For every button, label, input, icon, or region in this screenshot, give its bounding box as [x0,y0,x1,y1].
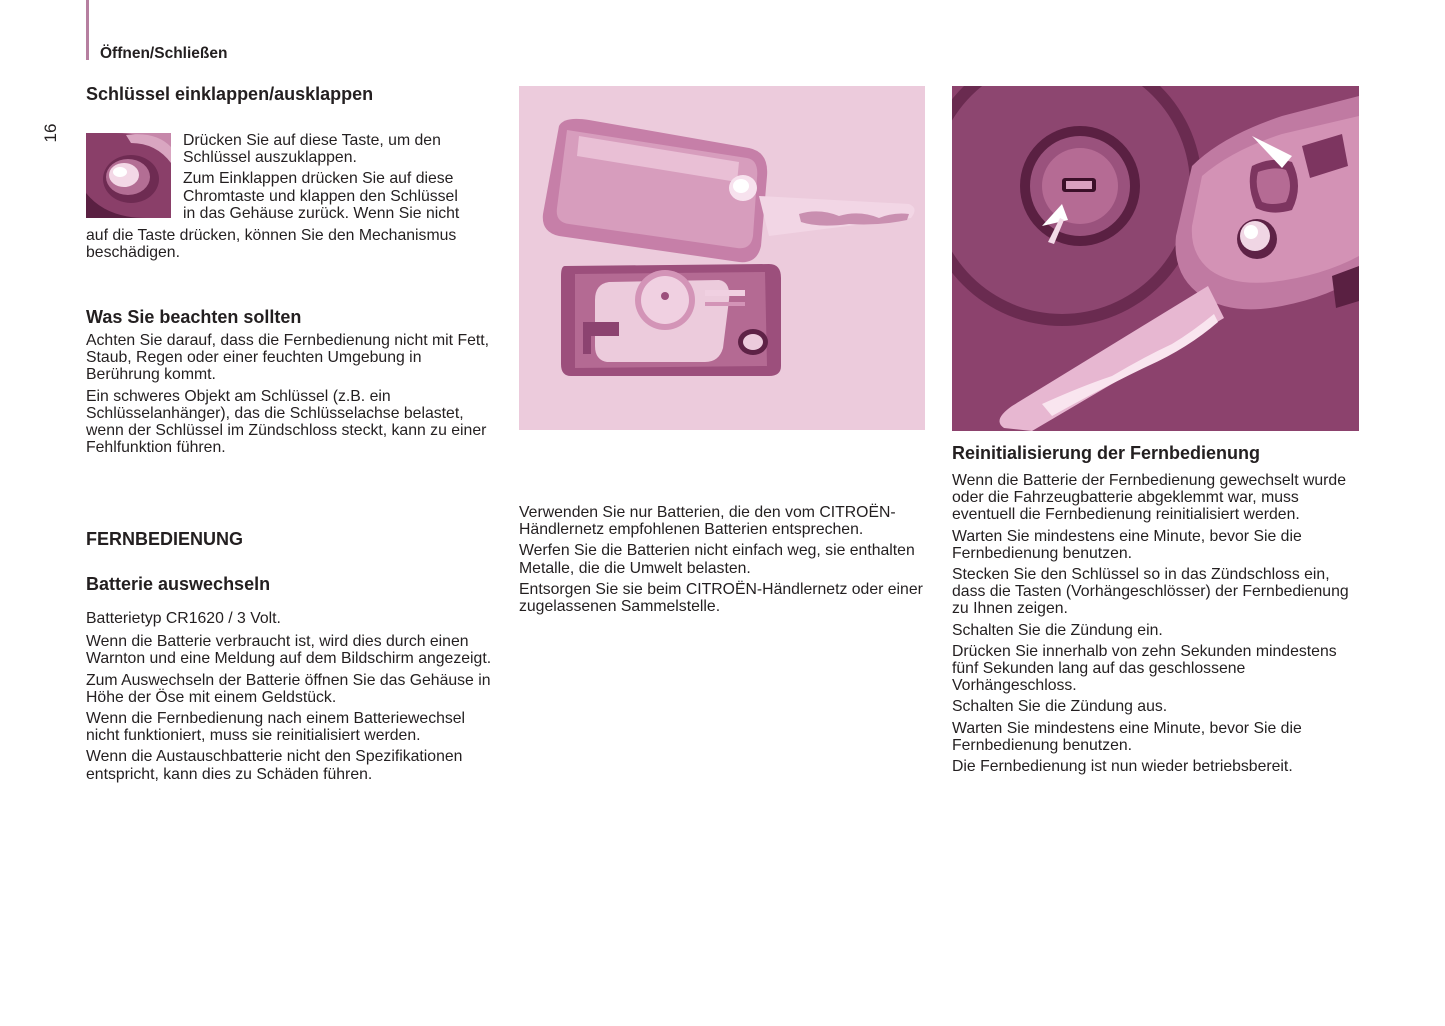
reinit-heading: Reinitialisierung der Fernbedienung [952,443,1261,463]
battery-paragraph: Zum Auswechseln der Batterie öffnen Sie das Gehäuse in Höhe der Öse mit einem Geldstück. [86,671,491,706]
section-title: Öffnen/Schließen [100,45,228,62]
care-paragraph: Achten Sie darauf, dass die Fernbedienung nicht mit Fett, Staub, Regen oder einer feuchten Umgebung in Berührung kommt. [86,332,490,384]
disposal-paragraph: Entsorgen Sie sie beim CITROËN-Händlernetz oder einer zugelassenen Sammelstelle. [519,580,923,616]
key-button-thumbnail [86,133,171,218]
fold-text-beside-image [183,132,503,222]
fold-line: beschädigen. [86,244,180,262]
care-heading: Was Sie beachten sollten [86,307,302,327]
reinit-paragraph: Stecken Sie den Schlüssel so in das Zündschloss ein, dass die Tasten (Vorhängeschlösser) der Fernbedienung zu Ihnen zeigen. [952,566,1349,618]
reinit-paragraph: Warten Sie mindestens eine Minute, bevor Sie die Fernbedienung benutzen. [952,527,1302,562]
disposal-paragraph: Werfen Sie die Batterien nicht einfach weg, sie enthalten Metalle, die die Umwelt belasten. [519,542,915,577]
fold-line: Schlüssel auszuklappen. [183,149,357,167]
reinit-paragraph: Drücken Sie innerhalb von zehn Sekunden mindestens fünf Sekunden lang auf das geschlossene Vorhängeschloss. [952,642,1337,695]
battery-heading: Batterie auswechseln [86,574,271,594]
reinit-paragraph: Die Fernbedienung ist nun wieder betriebsbereit. [952,758,1293,776]
fold-line: Zum Einklappen drücken Sie auf diese [183,170,454,188]
fold-line: Drücken Sie auf diese Taste, um den [183,132,441,149]
fold-heading: Schlüssel einklappen/ausklappen [86,84,374,104]
key-button-illustration [86,133,171,218]
battery-paragraph: Wenn die Batterie verbraucht ist, wird dies durch einen Warnton und eine Meldung auf dem Bildschirm angezeigt. [86,633,492,668]
care-text [86,332,496,460]
care-paragraph: Ein schweres Objekt am Schlüssel (z.B. ein Schlüsselanhänger), das die Schlüsselachse belastet, wenn der Schlüssel im Zündschloss steckt, kann zu einer Fehlfunktion führen. [86,387,487,457]
battery-disposal-text [519,504,929,619]
ignition-key-illustration [952,86,1359,431]
battery-text [86,610,496,787]
page-number: 16 [41,123,60,143]
open-key-housing-drawing [519,86,925,430]
fold-line: Chromtaste und klappen den Schlüssel [183,187,458,205]
remote-heading: FERNBEDIENUNG [86,529,244,549]
battery-paragraph: Wenn die Austauschbatterie nicht den Spezifikationen entspricht, kann dies zu Schäden führen. [86,748,463,783]
key-in-ignition-drawing [952,86,1359,431]
header-accent-rule [86,0,89,60]
reinit-paragraph: Schalten Sie die Zündung aus. [952,698,1168,716]
fold-line: in das Gehäuse zurück. Wenn Sie nicht [183,204,460,222]
battery-paragraph: Wenn die Fernbedienung nach einem Batteriewechsel nicht funktioniert, muss sie reinitialisiert werden. [86,710,466,745]
battery-paragraph: Batterietyp CR1620 / 3 Volt. [86,610,281,627]
reinit-paragraph: Wenn die Batterie der Fernbedienung gewechselt wurde oder die Fahrzeugbatterie abgeklemmt war, muss eventuell die Fernbedienung reinitialisiert werden. [952,472,1346,524]
reinit-paragraph: Warten Sie mindestens eine Minute, bevor Sie die Fernbedienung benutzen. [952,719,1302,754]
disposal-paragraph: Verwenden Sie nur Batterien, die den vom CITROËN-Händlernetz empfohlenen Batterien entsprechen. [519,504,896,539]
fold-line: auf die Taste drücken, können Sie den Mechanismus [86,227,457,244]
reinit-text [952,472,1362,779]
fold-text-continued [86,227,506,261]
reinit-paragraph: Schalten Sie die Zündung ein. [952,621,1163,639]
battery-compartment-illustration [519,86,925,430]
